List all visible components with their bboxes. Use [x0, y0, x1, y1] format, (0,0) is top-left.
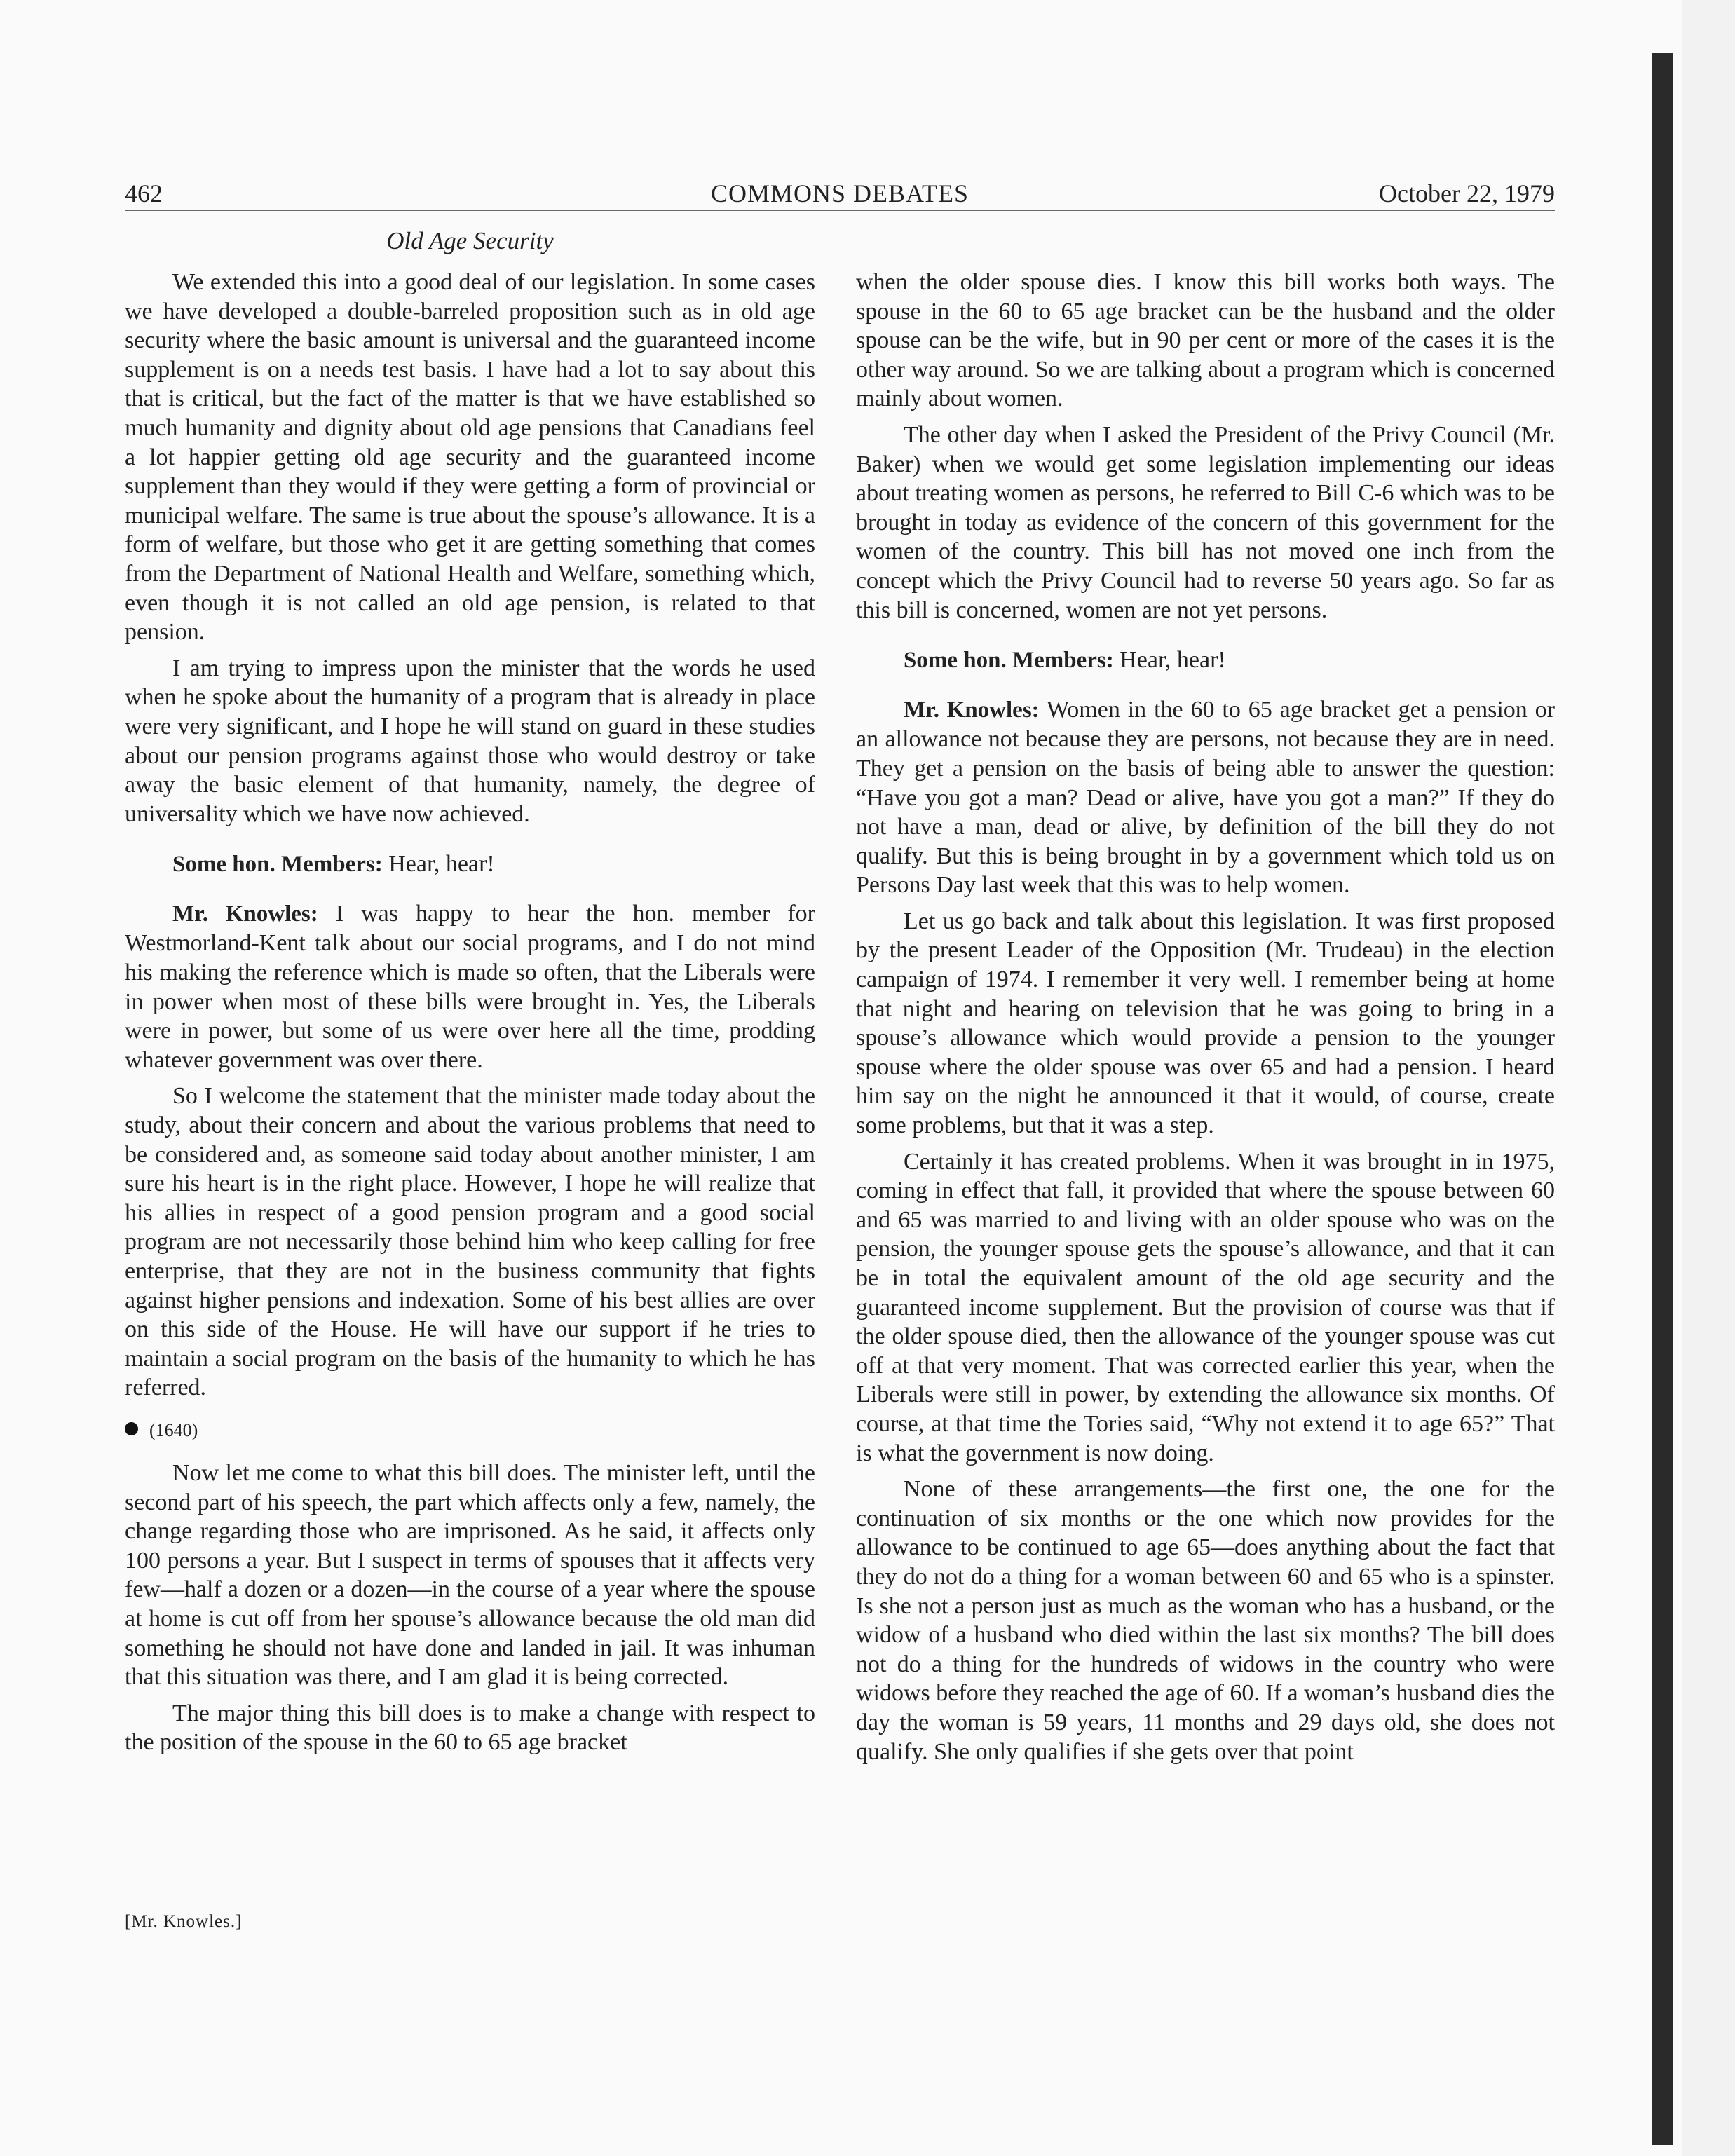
paragraph-gap	[125, 1074, 815, 1082]
interjection	[856, 646, 1555, 676]
paragraph: Now let me come to what this bill does. The minister left, until the second part of his speech, the part which affects only a few, namely, the change regarding those who are imprisoned. As he said, it affects only 100 persons a year. But I suspect in terms of spouses that it affects very few—half a dozen or a dozen—in the course of a year where the spouse at home is cut off from her spouse’s allowance because the old man did something he should not have done and landed in jail. It was inhuman that this situation was there, and I am glad it is being corrected.	[125, 1459, 815, 1691]
paragraph: None of these arrangements—the first one, the one for the continuation of six months or the one which now provides for the allowance to be continued to age 65—does anything about the fact that they do not do a thing for a woman between 60 and 65 who is a spinster. Is she not a person just as much as the woman who has a husband, or the widow of a husband who died within the last six months? The bill does not do a thing for the hundreds of widows in the country who were widows before they reached the age of 60. If a woman’s husband dies the day the woman is 59 years, 11 months and 29 days old, she does not qualify. She only qualifies if she gets over that point	[856, 1476, 1556, 1765]
paragraph: Let us go back and talk about this legislation. It was first proposed by the present Leader of the Opposition (Mr. Trudeau) in the election campaign of 1974. I remember it very well. I remember being at home that night and hearing on television that he was going to bring in a spouse’s allowance which would provide a pension to the younger spouse where the older spouse was over 65 and had a pension. I heard him say on the night he announced it that it would, of course, create some problems, but that it was a step.	[856, 908, 1555, 1139]
time-stamp	[125, 1417, 815, 1445]
paragraph: Certainly it has created problems. When it was brought in in 1975, coming in effect that fall, it provided that where the spouse between 60 and 65 was married to and living with an older spouse who was on the pension, the younger spouse gets the spouse’s allowance, and that it can be in total the equivalent amount of the old age security and the guaranteed income supplement. But the provision of course was that if the older spouse died, then the allowance of the younger spouse was cut off at that very moment. That was corrected earlier this year, when the Liberals were still in power, by extending the allowance six months. Of course, at that time the Tories said, “Why not extend it to age 65?” That is what the government is now doing.	[856, 1148, 1555, 1466]
time-stamp-text: (1640)	[149, 1419, 198, 1440]
paragraph-gap	[125, 1692, 815, 1699]
paragraph: The major thing this bill does is to make a change with respect to the position of the spouse in the 60 to 65 age bracket	[125, 1700, 815, 1756]
paragraph: The other day when I asked the President of the Privy Council (Mr. Baker) when we would get some legislation implementing our ideas about treating women as persons, he referred to Bill C-6 which was to be brought in today as evidence of the concern of this government for the women of the country. This bill has not moved one inch from the concept which the Privy Council had to reverse 50 years ago. So far as this bill is concerned, women are not yet persons.	[856, 421, 1555, 623]
section-title: Old Age Security	[386, 227, 554, 254]
right-column	[856, 268, 1555, 1766]
bullet-icon	[125, 1422, 138, 1435]
left-column	[125, 268, 815, 1757]
page-header	[125, 170, 1555, 211]
header-date: October 22, 1979	[1379, 179, 1555, 207]
speaker-name: Mr. Knowles:	[904, 697, 1040, 723]
paragraph-gap	[125, 647, 815, 654]
scan-border	[1682, 0, 1735, 2156]
speech-paragraph	[125, 899, 815, 1075]
paragraph: when the older spouse dies. I know this bill works both ways. The spouse in the 60 to 65 age bracket can be the husband and the older spouse can be the wife, but in 90 per cent or more of the cases it is the other way around. So we are talking about a program which is concerned mainly about women.	[856, 269, 1555, 412]
paragraph: I am trying to impress upon the minister that the words he used when he spoke about the humanity of a program that is already in place were very significant, and I hope he will stand on guard in these studies about our pension programs against those who would destroy or take away the basic element of that humanity, namely, the degree of universality which we have now achieved.	[125, 655, 815, 827]
speech-text: Hear, hear!	[1120, 647, 1226, 674]
speaker-name: Some hon. Members:	[172, 852, 383, 878]
paragraph-gap	[856, 900, 1555, 907]
speaker-name: Mr. Knowles:	[172, 901, 318, 927]
speech-text: Hear, hear!	[388, 851, 495, 878]
page-edge	[1652, 53, 1673, 2145]
paragraph: So I welcome the statement that the minister made today about the study, about their concern and about the various problems that need to be considered and, as someone said today about another minister, I am sure his heart is in the right place. However, I hope he will realize that his allies in respect of a good pension program and a good social program are not necessarily those behind him who keep calling for free enterprise, that they are not in the business community that fights against higher pensions and indexation. Some of his best allies are over on this side of the House. He will have our support if he tries to maintain a social program on the basis of the humanity to which he has referred.	[125, 1083, 815, 1401]
speaker-name: Some hon. Members:	[904, 648, 1114, 674]
speech-paragraph	[856, 695, 1555, 900]
paragraph: We extended this into a good deal of our legislation. In some cases we have developed a double-barreled proposition such as in old age security where the basic amount is universal and the guaranteed income supplement is on a needs test basis. I have had a lot to say about this that is critical, but the fact of the matter is that we have established so much humanity and dignity about old age pensions that Canadians feel a lot happier getting old age security and the guaranteed income supplement than they would if they were getting a form of provincial or municipal welfare. The same is true about the spouse’s allowance. It is a form of welfare, but those who get it are getting something that comes from the Department of National Health and Welfare, something which, even though it is not called an old age pension, is related to that pension.	[125, 269, 815, 646]
paragraph-gap	[856, 414, 1555, 421]
page-number: 462	[125, 179, 163, 207]
paragraph-gap	[856, 1140, 1555, 1147]
footer-note: [Mr. Knowles.]	[125, 1912, 243, 1931]
speech-text: Women in the 60 to 65 age bracket get a pension or an allowance not because they are persons, not because they are in need. They get a pension on the basis of being able to answer the question: “Have you got a man? Dead or alive, have you got a man?” If they do not have a man, dead or alive, by definition of the bill they do not qualify. But this is being brought in by a government which told us on Persons Day last week that this was to help women.	[856, 696, 1555, 899]
paragraph-gap	[856, 1468, 1555, 1475]
speech-text: I was happy to hear the hon. member for Westmorland-Kent talk about our social programs, and I do not mind his making the reference which is made so often, that the Liberals were in power when most of these bills were brought in. Yes, the Liberals were in power, but some of us were over here all the time, prodding whatever government was over there.	[125, 900, 816, 1073]
running-title: COMMONS DEBATES	[710, 179, 969, 207]
interjection	[125, 850, 815, 880]
